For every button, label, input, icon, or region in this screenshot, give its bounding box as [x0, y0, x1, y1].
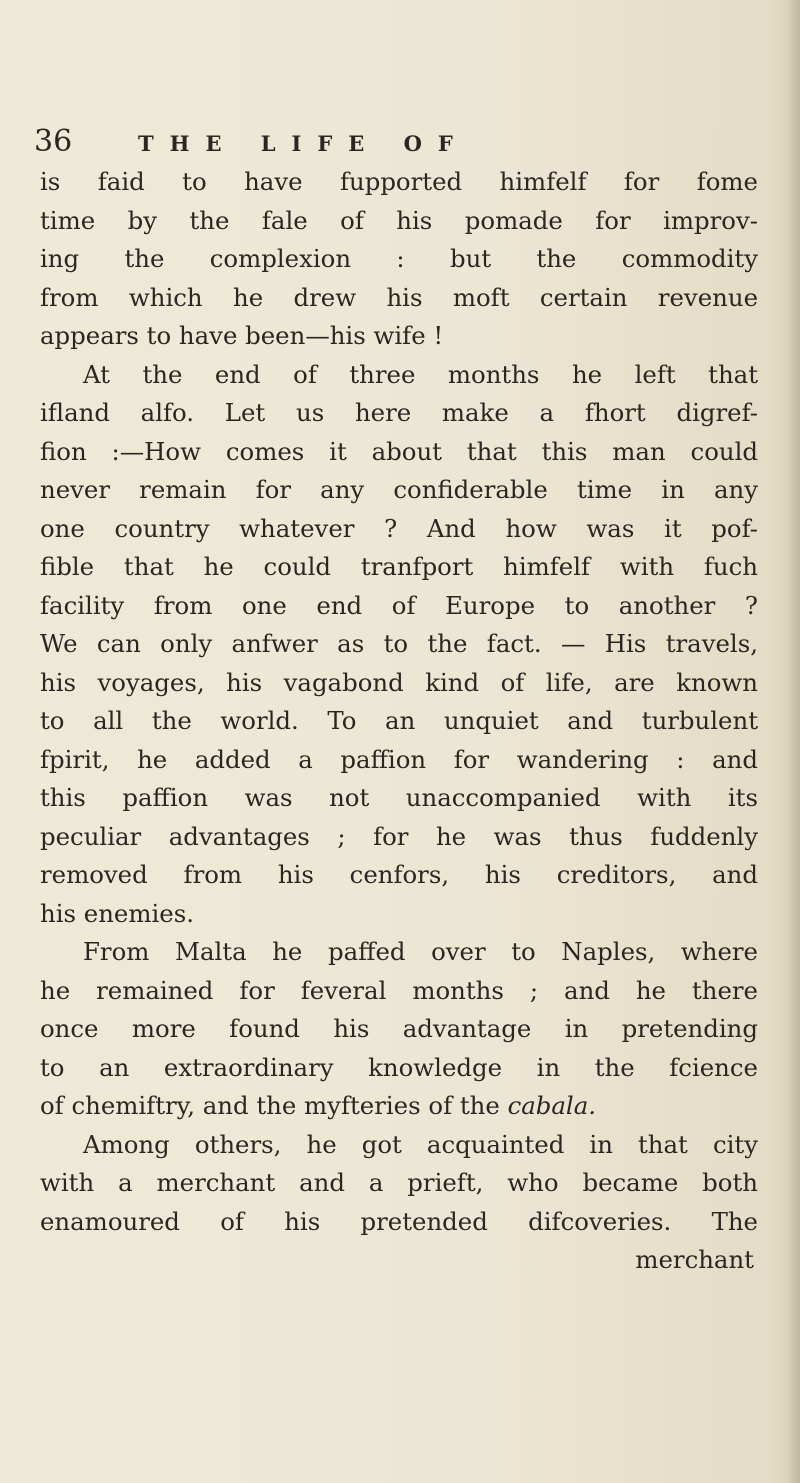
catchword: merchant — [635, 1245, 754, 1274]
text-line: enamoured of his pretended difcoveries. The — [40, 1206, 758, 1236]
text-line: he remained for feveral months ; and he there — [40, 975, 758, 1005]
paragraph-start-line: From Malta he paffed over to Naples, where — [83, 937, 758, 966]
text-line: to all the world. To an unquiet and turbulent — [40, 706, 758, 735]
text-line: peculiar advantages ; for he was thus fuddenly — [40, 821, 758, 851]
text-line: his voyages, his vagabond kind of life, are known — [40, 667, 758, 697]
text-line: this paffion was not unaccompanied with its — [40, 783, 758, 812]
text-line: from which he drew his moft certain revenue — [40, 282, 758, 312]
text-line: is faid to have fupported himfelf for fome — [40, 167, 758, 196]
page-header — [34, 120, 734, 164]
text-line: never remain for any confiderable time in any — [40, 475, 758, 504]
text-line: appears to have been—his wife ! — [40, 321, 444, 350]
italic-word: cabala. — [507, 1091, 597, 1120]
page-number: 36 — [34, 124, 73, 159]
paragraph-start-line: Among others, he got acquainted in that city — [83, 1129, 758, 1159]
text-line: with a merchant and a prieft, who became both — [40, 1168, 758, 1197]
text-line: time by the fale of his pomade for improv- — [40, 205, 758, 235]
text-line: ing the complexion : but the commodity — [40, 244, 758, 273]
body-text — [40, 163, 758, 1280]
text-line: facility from one end of Europe to another ? — [40, 590, 758, 620]
text-line: We can only anfwer as to the fact. — His travels, — [40, 629, 758, 658]
text-line: once more found his advantage in pretending — [40, 1014, 758, 1043]
text-line-with-italic — [40, 1087, 758, 1126]
running-head: THE LIFE OF — [138, 131, 469, 156]
text-line: removed from his cenfors, his creditors, and — [40, 860, 758, 889]
text-line: to an extraordinary knowledge in the fcience — [40, 1052, 758, 1082]
text-line: one country whatever ? And how was it pof- — [40, 513, 758, 543]
text-line: fpirit, he added a paffion for wandering : and — [40, 744, 758, 774]
page-edge-shadow — [786, 0, 800, 1483]
paragraph-start-line: At the end of three months he left that — [83, 359, 758, 389]
text-line: fible that he could tranfport himfelf with fuch — [40, 552, 758, 581]
text-line: fion :—How comes it about that this man could — [40, 436, 758, 466]
text-line: his enemies. — [40, 898, 194, 928]
text-line: ifland alfo. Let us here make a fhort digref- — [40, 398, 758, 427]
text-line-start: of chemiftry, and the myfteries of the — [40, 1091, 500, 1120]
